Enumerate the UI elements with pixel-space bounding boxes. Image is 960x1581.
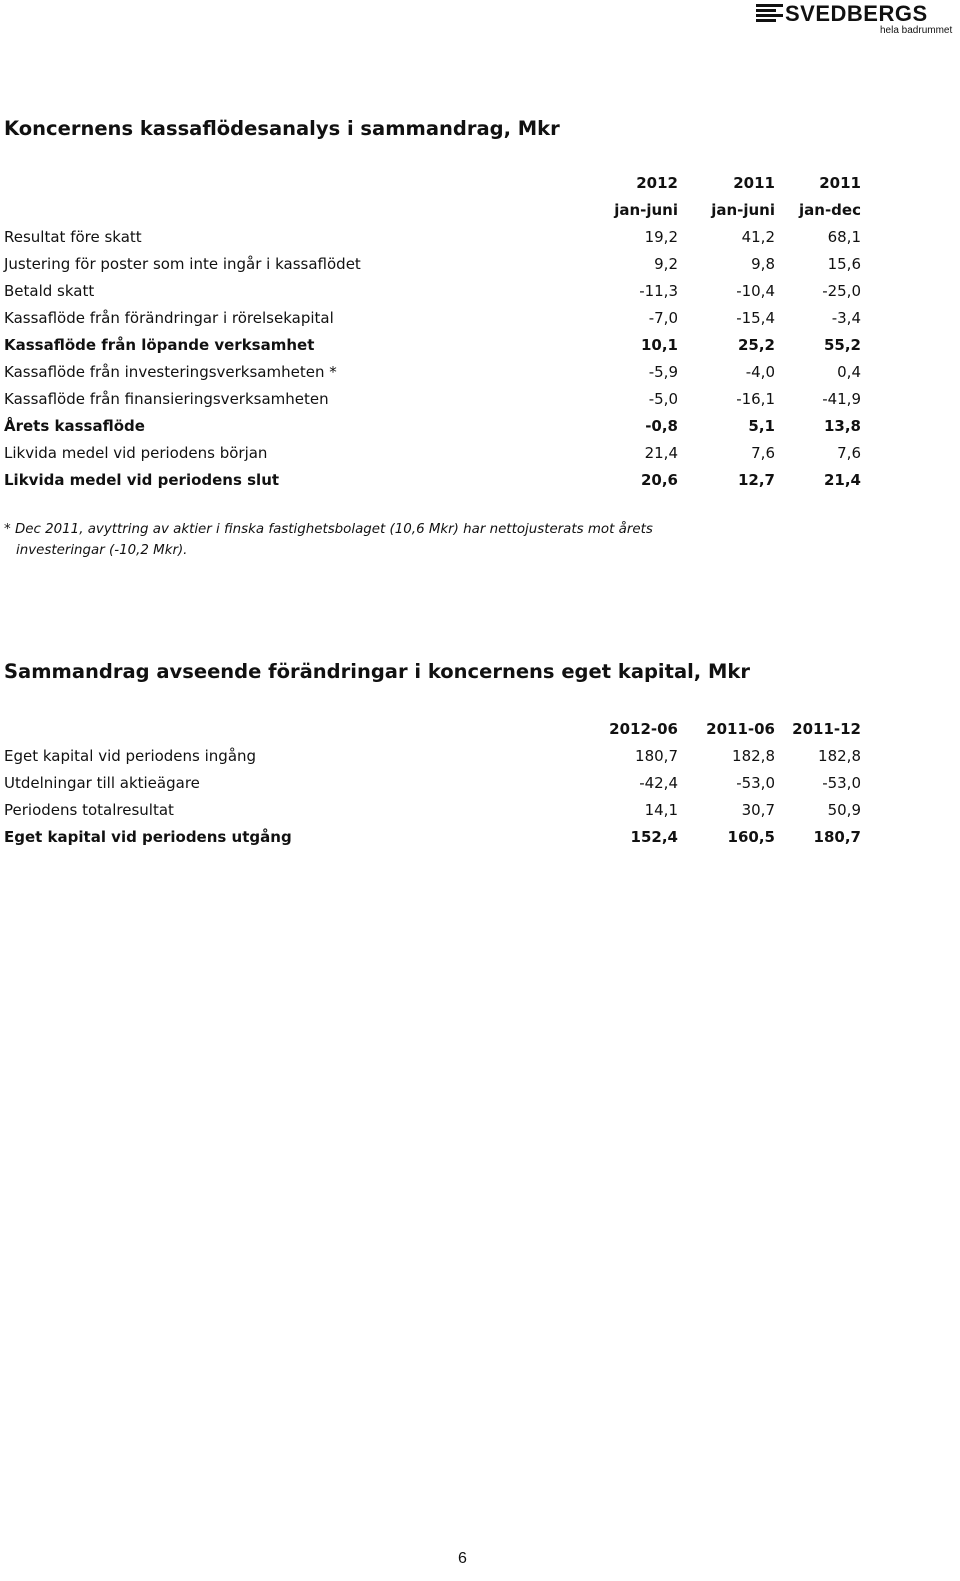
cashflow-header-years (4, 170, 864, 197)
row-value: 180,7 (635, 747, 678, 765)
cashflow-title: Koncernens kassaflödesanalys i sammandrag, Mkr (4, 117, 560, 140)
row-label: Kassaflöde från löpande verksamhet (4, 336, 315, 354)
logo-tagline: hela badrummet (880, 25, 953, 36)
header-year: 2012 (636, 174, 678, 192)
row-value: 152,4 (630, 828, 678, 846)
brand-logo (756, 1, 956, 40)
row-value: -15,4 (736, 309, 775, 327)
row-label: Utdelningar till aktieägare (4, 774, 200, 792)
page-number: 6 (458, 1550, 467, 1567)
row-label: Resultat före skatt (4, 228, 142, 246)
row-value: 21,4 (823, 471, 861, 489)
row-value: 13,8 (823, 417, 861, 435)
table-row (4, 386, 864, 413)
footnote-line: * Dec 2011, avyttring av aktier i finska fastighetsbolaget (10,6 Mkr) har nettojusterats mot årets (4, 522, 653, 537)
header-period: 2012-06 (609, 720, 678, 738)
row-value: -53,0 (736, 774, 775, 792)
row-label: Kassaflöde från investeringsverksamheten * (4, 363, 337, 381)
row-value: 14,1 (644, 801, 678, 819)
cashflow-header-periods (4, 197, 864, 224)
table-row (4, 413, 864, 440)
row-value: -41,9 (822, 390, 861, 408)
cashflow-footnote (4, 519, 704, 561)
row-value: -25,0 (822, 282, 861, 300)
header-period: 2011-12 (792, 720, 861, 738)
row-value: -5,0 (648, 390, 678, 408)
header-period: jan-juni (711, 201, 775, 219)
row-value: 0,4 (837, 363, 861, 381)
row-value: 20,6 (640, 471, 678, 489)
row-value: -53,0 (822, 774, 861, 792)
row-value: 7,6 (751, 444, 775, 462)
row-value: 21,4 (644, 444, 678, 462)
table-row (4, 743, 864, 770)
row-value: 9,8 (751, 255, 775, 273)
row-value: 12,7 (737, 471, 775, 489)
logo-wordmark: SVEDBERGS (785, 1, 928, 26)
row-value: 50,9 (827, 801, 861, 819)
row-value: 7,6 (837, 444, 861, 462)
cashflow-table (4, 170, 864, 494)
table-row (4, 440, 864, 467)
row-value: 182,8 (732, 747, 775, 765)
row-value: -42,4 (639, 774, 678, 792)
header-year: 2011 (733, 174, 775, 192)
row-value: 182,8 (818, 747, 861, 765)
table-row (4, 770, 864, 797)
equity-rows (4, 743, 864, 851)
row-value: 19,2 (644, 228, 678, 246)
row-value: 30,7 (741, 801, 775, 819)
row-value: 9,2 (654, 255, 678, 273)
row-label: Kassaflöde från finansieringsverksamheten (4, 390, 329, 408)
row-value: -3,4 (831, 309, 861, 327)
logo-mark-icon (756, 4, 783, 23)
row-value: 41,2 (741, 228, 775, 246)
row-label: Likvida medel vid periodens slut (4, 471, 280, 489)
table-row (4, 332, 864, 359)
header-period: jan-juni (614, 201, 678, 219)
table-row (4, 305, 864, 332)
equity-title: Sammandrag avseende förändringar i koncernens eget kapital, Mkr (4, 660, 750, 683)
row-value: 10,1 (640, 336, 678, 354)
footnote-line: investeringar (-10,2 Mkr). (16, 543, 188, 558)
row-value: 15,6 (827, 255, 861, 273)
row-value: -4,0 (745, 363, 775, 381)
row-label: Eget kapital vid periodens utgång (4, 828, 292, 846)
row-value: -10,4 (736, 282, 775, 300)
row-label: Kassaflöde från förändringar i rörelsekapital (4, 309, 334, 327)
row-value: 160,5 (727, 828, 775, 846)
equity-table (4, 716, 864, 851)
table-row (4, 224, 864, 251)
table-row (4, 467, 864, 494)
table-row (4, 278, 864, 305)
row-value: 55,2 (823, 336, 861, 354)
row-value: -16,1 (736, 390, 775, 408)
header-period: jan-dec (799, 201, 861, 219)
row-label: Eget kapital vid periodens ingång (4, 747, 257, 765)
row-value: -5,9 (648, 363, 678, 381)
row-label: Justering för poster som inte ingår i kassaflödet (4, 255, 361, 273)
equity-header (4, 716, 864, 743)
header-year: 2011 (819, 174, 861, 192)
table-row (4, 797, 864, 824)
row-value: -7,0 (648, 309, 678, 327)
table-row (4, 824, 864, 851)
table-row (4, 359, 864, 386)
cashflow-rows (4, 224, 864, 494)
header-period: 2011-06 (706, 720, 775, 738)
row-value: -0,8 (645, 417, 678, 435)
row-value: 180,7 (813, 828, 861, 846)
row-label: Årets kassaflöde (4, 417, 145, 435)
table-row (4, 251, 864, 278)
row-value: 5,1 (748, 417, 775, 435)
row-value: -11,3 (639, 282, 678, 300)
row-value: 68,1 (827, 228, 861, 246)
row-label: Likvida medel vid periodens början (4, 444, 268, 462)
row-label: Periodens totalresultat (4, 801, 174, 819)
row-label: Betald skatt (4, 282, 95, 300)
row-value: 25,2 (737, 336, 775, 354)
